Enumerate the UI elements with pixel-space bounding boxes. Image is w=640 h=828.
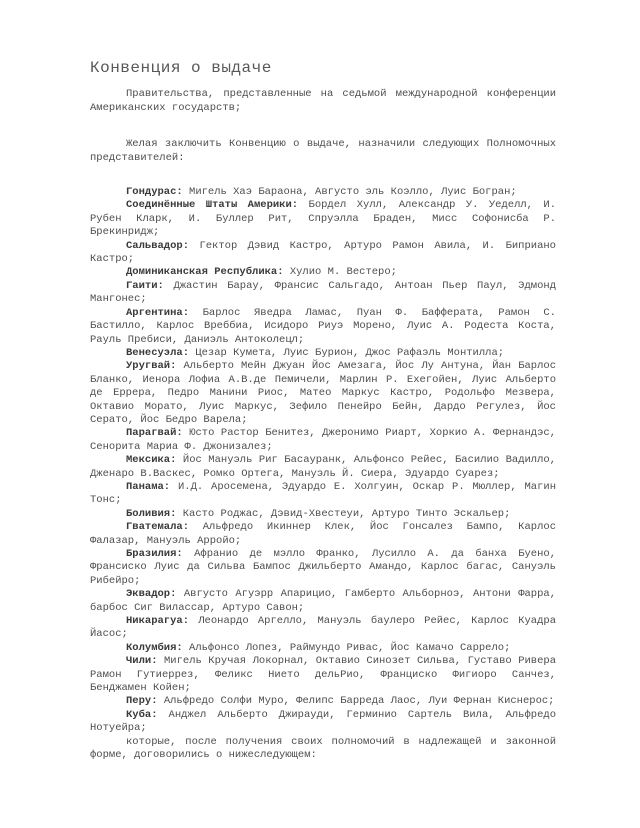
country-name: Чили:: [126, 655, 158, 668]
delegate-names: Альфредо Солфи Муро, Фелипс Барреда Лаос, Луи Фернан Киснерос;: [157, 695, 555, 708]
delegation-entry: [90, 454, 556, 481]
country-name: Гондурас:: [126, 186, 183, 199]
delegate-names: Касто Роджас, Дэвид-Хвестеуи, Артуро Тинто Эскальер;: [176, 507, 511, 520]
delegate-names: Альберто Мейн Джуан Йос Амезага, Йос Лу Антуна, Йан Барлос Бланко, Иенора Лофиа А.В.де Пемичели, Марлин Р. Ехегойен, Луис Альберто де Еррера, Педро Манини Риос, Матео Маркус Кастро, Родольфо Мезвера, Октавио Морато, Луис Маркус, Зефило Пенейро Бейн, Дардо Регулез, Йос Серато, Йос Бедро Варела;: [90, 360, 556, 426]
country-name: Куба:: [126, 708, 158, 721]
intro-paragraph-1: Правительства, представленные на седьмой международной конференции Американских государств;: [90, 88, 556, 114]
delegate-names: Мигель Кручая Локорнал, Октавио Синозет Сильва, Густаво Ривера Рамон Гутиеррез, Феликс Нието дельРио, Франциско Фигиоро Санчез, Бенджамен Койен;: [90, 655, 556, 695]
country-name: Гватемала:: [126, 521, 190, 534]
country-name: Никарагуа:: [126, 615, 190, 628]
delegate-names: Бордел Хулл, Александр У. Уеделл, И. Рубен Кларк, И. Буллер Рит, Спруэлла Браден, Мисс Софонисба Р. Брекинридж;: [90, 199, 557, 239]
country-name: Боливия:: [126, 507, 177, 520]
delegate-names: Альфредо Икиннер Клек, Йос Гонсалез Бампо, Карлос Фалазар, Мануэль Арройо;: [90, 521, 556, 547]
delegation-entry: [90, 642, 556, 655]
country-name: Сальвадор:: [126, 239, 190, 252]
closing-paragraph: которые, после получения своих полномочий в надлежащей и законной форме, договорились о нижеследующем:: [90, 735, 556, 762]
country-name: Гаити:: [126, 279, 164, 292]
delegation-entry: [90, 186, 556, 199]
delegation-entry: [90, 548, 556, 588]
intro-paragraph-2: Желая заключить Конвенцию о выдаче, назначили следующих Полномочных представителей:: [90, 138, 556, 164]
country-name: Бразилия:: [126, 548, 183, 560]
document-title: Конвенция о выдаче: [90, 59, 272, 77]
delegation-entry: [90, 481, 556, 508]
country-name: Панама:: [126, 480, 171, 493]
delegate-names: Барлос Яведра Ламас, Пуан Ф. Бафферата, Рамон С. Бастилло, Карлос Вреббиа, Исидоро Риуэ Морено, Луис А. Родеста Коста, Рауль Пребиси, Даниэль Антоколецл;: [90, 306, 556, 346]
country-name: Колумбия:: [126, 641, 183, 654]
country-name: Уругвай:: [126, 360, 177, 373]
delegate-names: Афранио де мэлло Франко, Лусилло А. да банха Буено, Франсиско Луис да Сильва Бампос Джильберто Амандо, Карлос багас, Сануэль Рибейро;: [90, 548, 556, 587]
delegate-names: Юсто Растор Бенитез, Джеронимо Риарт, Хоркио А. Фернандэс, Сенорита Мариа Ф. Джонизалез;: [90, 427, 556, 453]
delegation-entry: [90, 695, 556, 708]
delegation-entry: [90, 508, 556, 521]
delegation-entry: [90, 615, 556, 642]
country-name: Мексика:: [126, 454, 177, 467]
delegation-entry: [90, 521, 556, 548]
delegation-entry: [90, 240, 556, 267]
delegate-names: Леонардо Аргелло, Мануэль баулеро Рейес, Карлос Куадра Йасос;: [90, 615, 556, 641]
country-name: Доминиканская Республика:: [126, 266, 284, 279]
delegation-entry: [90, 655, 556, 695]
delegations-list: [90, 186, 556, 736]
delegation-entry: [90, 360, 556, 427]
country-name: Венесуэла:: [126, 346, 190, 359]
delegation-entry: [90, 280, 556, 307]
delegate-names: Мигель Хаэ Бараона, Августо эль Коэлло, Луис Богран;: [182, 186, 517, 199]
delegation-entry: [90, 199, 556, 239]
delegate-names: Цезар Кумета, Луис Бурион, Джос Рафаэль Монтилла;: [189, 346, 505, 359]
country-name: Перу:: [126, 695, 158, 708]
delegation-entry: [90, 709, 556, 736]
delegate-names: Джастин Барау, Франсис Сальгадо, Антоан Пьер Паул, Эдмонд Мангонес;: [90, 279, 556, 306]
country-name: Соединённые Штаты Америки:: [126, 199, 299, 212]
delegation-entry: [90, 427, 556, 454]
delegation-entry: [90, 588, 556, 615]
country-name: Парагвай:: [126, 427, 183, 440]
delegate-names: Августо Агуэрр Апарицио, Гамберто Альборноэ, Антони Фарра, барбос Сиг Вилассар, Артуро Савон;: [90, 588, 556, 614]
delegate-names: Альфонсо Лопез, Раймундо Ривас, Йос Камачо Саррело;: [182, 641, 511, 654]
delegate-names: Йос Мануэль Риг Басауранк, Альфонсо Рейес, Басилио Вадилло, Дженаро В.Васкес, Ромко Ортега, Мануэль Й. Сиера, Эдуардо Суарез;: [90, 454, 556, 480]
delegation-entry: [90, 347, 556, 360]
delegation-entry: [90, 307, 556, 347]
delegate-names: Анджел Альберто Джирауди, Герминио Сартель Вила, Альфредо Нотуейра;: [90, 708, 556, 735]
delegate-names: Хулио М. Вестеро;: [283, 266, 397, 279]
country-name: Аргентина:: [126, 306, 190, 319]
delegate-names: Гектор Дэвид Кастро, Артуро Рамон Авила, И. Биприано Кастро;: [90, 239, 556, 266]
delegation-entry: [90, 266, 556, 279]
country-name: Эквадор:: [126, 588, 177, 601]
delegate-names: И.Д. Аросемена, Эдуардо Е. Холгуин, Оскар Р. Мюллер, Магин Тонс;: [90, 480, 556, 507]
